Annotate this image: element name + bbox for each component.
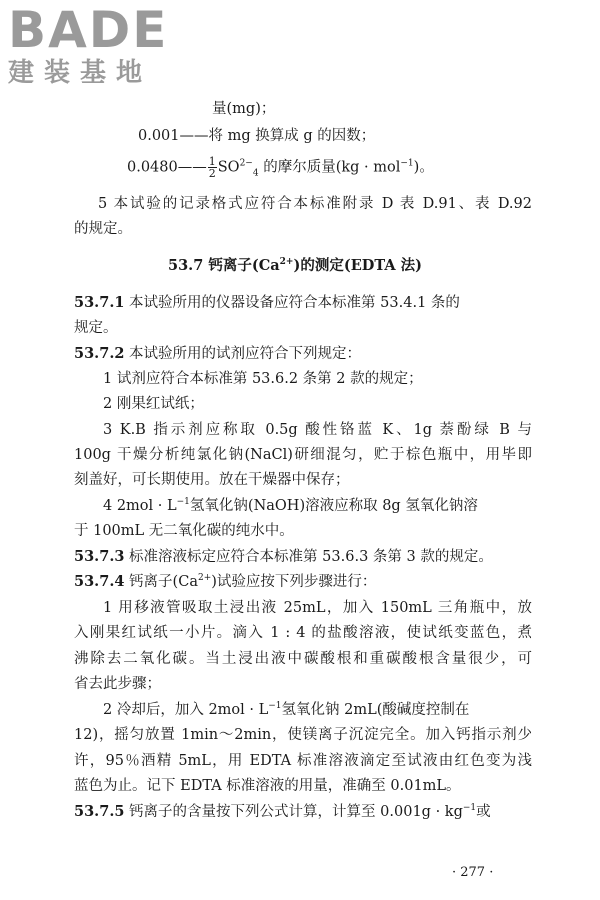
text-span: 沸除去二氧化碳。当土浸出液中碳酸根和重碳酸根含量很少，可	[74, 651, 532, 667]
text-span: 0.0480——	[127, 159, 207, 176]
text-span: 3 K.B 指示剂应称取 0.5g 酸性铬蓝 K、1g 萘酚绿 B 与	[103, 422, 532, 438]
text-span: 53.7 钙离子(Ca	[168, 257, 280, 274]
text-span: 12)，摇匀放置 1min～2min，使镁离子沉淀完全。加入钙指示剂少	[74, 727, 532, 743]
watermark-logo	[8, 1, 169, 88]
text-line	[103, 394, 204, 414]
clause-number: 53.7.2	[74, 345, 125, 362]
text-span: 5 本试验的记录格式应符合本标准附录 D 表 D.91、表 D.92	[98, 196, 532, 212]
text-span: 2 刚果红试纸；	[103, 396, 204, 412]
text-span: 蓝色为止。记下 EDTA 标准溶液的用量，准确至 0.01mL。	[74, 778, 461, 794]
superscript: −1	[176, 497, 190, 508]
text-span: 1 试剂应符合本标准第 53.6.2 条第 2 款的规定；	[103, 371, 423, 387]
text-line	[74, 623, 532, 643]
text-line	[103, 598, 532, 618]
text-span: 省去此步骤；	[74, 676, 161, 692]
text-span: )。	[413, 159, 434, 176]
text-line	[138, 126, 375, 146]
section-title	[168, 256, 422, 276]
subscript: 4	[252, 168, 259, 179]
text-span: 本试验所用的仪器设备应符合本标准第 53.4.1 条的	[124, 295, 460, 311]
superscript: −1	[462, 803, 477, 814]
clause-number: 53.7.5	[74, 803, 125, 820]
text-span: 入刚果红试纸一小片。滴入 1 : 4 的盐酸溶液，使试纸变蓝色，煮	[74, 625, 532, 641]
text-span: 1 用移液管吸取土浸出液 25mL，加入 150mL 三角瓶中，放	[103, 600, 532, 616]
text-span: 的摩尔质量(kg · mol	[258, 159, 401, 176]
superscript: 2+	[197, 573, 212, 584]
fraction-denominator: 2	[208, 167, 216, 180]
text-line	[74, 649, 532, 669]
text-span: 标准溶液标定应符合本标准第 53.6.3 条第 3 款的规定。	[124, 549, 493, 565]
logo-subtitle: 建装基地	[8, 58, 153, 88]
text-span: 100g 干燥分析纯氯化钠(NaCl)研细混匀，贮于棕色瓶中，用毕即	[74, 447, 532, 463]
superscript: 2+	[279, 257, 294, 268]
text-span: )的测定(EDTA 法)	[293, 257, 422, 274]
text-line	[74, 521, 294, 541]
text-line	[103, 369, 423, 389]
text-line	[74, 445, 532, 465]
text-line	[74, 219, 132, 239]
clause-53-7-3	[74, 547, 493, 567]
text-span: 量(mg)；	[212, 101, 276, 117]
text-span: 4 2mol · L	[103, 498, 177, 514]
clause-53-7-4	[74, 572, 376, 592]
text-span: 或	[476, 804, 491, 820]
clause-number: 53.7.3	[74, 548, 125, 565]
text-span: 钙离子的含量按下列公式计算，计算至 0.001g · kg	[124, 804, 463, 820]
text-line	[212, 99, 275, 119]
clause-53-7-2	[74, 344, 361, 364]
clause-53-7-1	[74, 293, 532, 313]
text-line	[74, 751, 532, 771]
text-line	[98, 194, 532, 214]
fraction	[208, 156, 217, 179]
text-span: 于 100mL 无二氧化碳的纯水中。	[74, 523, 294, 539]
formula-line	[127, 156, 434, 179]
text-line	[74, 776, 461, 796]
text-span: 钙离子(Ca	[124, 574, 198, 590]
clause-53-7-5	[74, 802, 491, 822]
text-span: )试验应按下列步骤进行：	[211, 574, 377, 590]
text-line	[74, 725, 532, 745]
text-span: 氢氧化钠 2mL(酸碱度控制在	[281, 702, 470, 718]
text-span: 0.001——将 mg 换算成 g 的因数；	[138, 128, 376, 144]
text-line	[74, 674, 161, 694]
superscript: 2−	[239, 158, 253, 169]
text-span: 规定。	[74, 320, 118, 336]
text-span: 许，95％酒精 5mL，用 EDTA 标准溶液滴定至试液由红色变为浅	[74, 753, 532, 769]
logo-brand: BADE	[8, 1, 169, 59]
page-number: · 277 ·	[452, 865, 494, 880]
text-span: 氢氧化钠(NaOH)溶液应称取 8g 氢氧化钠溶	[189, 498, 478, 514]
text-span: 刻盖好，可长期使用。放在干燥器中保存；	[74, 472, 350, 488]
text-line	[103, 700, 469, 720]
clause-number: 53.7.1	[74, 294, 125, 311]
text-line	[103, 420, 532, 440]
text-line	[74, 318, 118, 338]
text-span: SO	[217, 159, 240, 176]
text-span: 的规定。	[74, 221, 132, 237]
text-span: 2 冷却后，加入 2mol · L	[103, 702, 269, 718]
superscript: −1	[400, 158, 414, 169]
text-line	[103, 496, 478, 516]
clause-number: 53.7.4	[74, 573, 125, 590]
text-span: 本试验所用的试剂应符合下列规定：	[124, 346, 362, 362]
fraction-numerator: 1	[208, 155, 216, 168]
text-line	[74, 470, 350, 490]
superscript: −1	[268, 701, 282, 712]
